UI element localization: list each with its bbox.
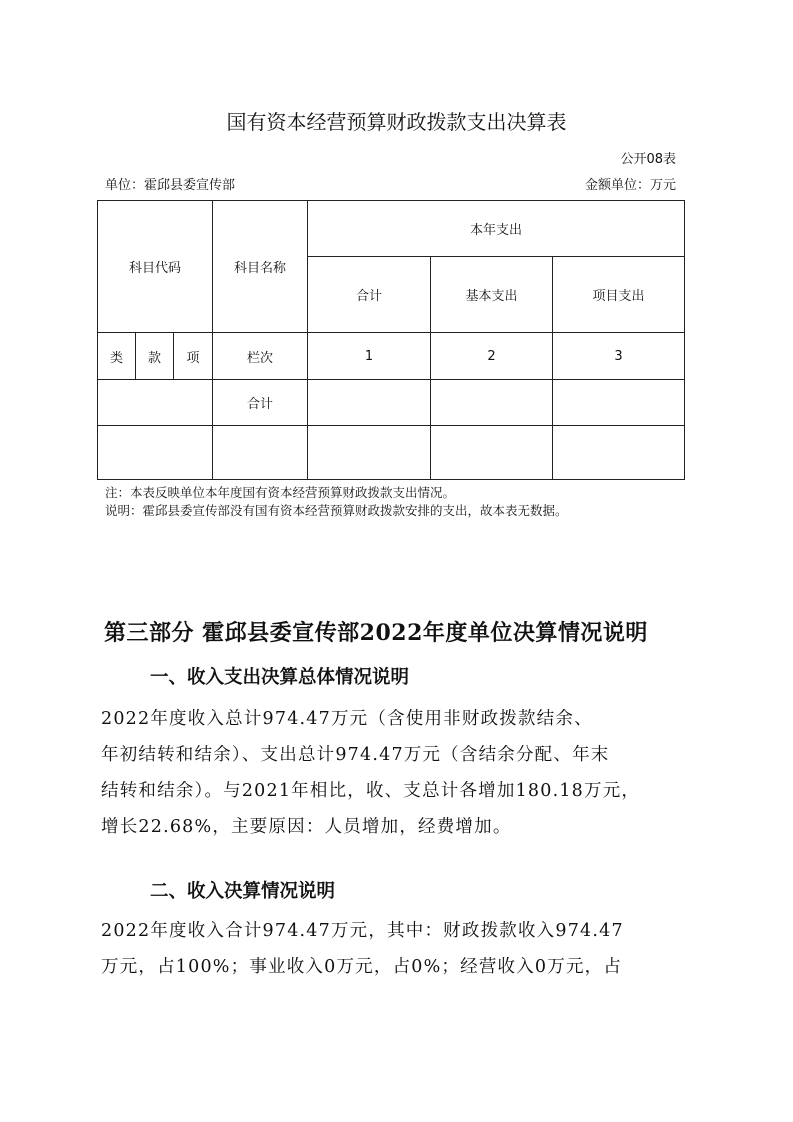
body-line: 结转和结余）。与2021年相比，收、支总计各增加180.18万元， <box>101 781 641 801</box>
header-total: 合计 <box>308 257 431 333</box>
header-basic-expense: 基本支出 <box>431 257 553 333</box>
empty-row-total <box>308 426 431 480</box>
total-row-project <box>553 380 685 426</box>
body-line: 万元，占100%；事业收入0万元，占0%；经营收入0万元，占 <box>101 957 623 977</box>
body-line: 2022年度收入合计974.47万元，其中：财政拨款收入974.47 <box>101 921 624 941</box>
body-line: 年初结转和结余）、支出总计974.47万元（含结余分配、年末 <box>101 745 610 765</box>
section-body-income-statement <box>101 913 695 985</box>
empty-row-code <box>98 426 213 480</box>
table-explanation: 说明：霍邱县委宣传部没有国有资本经营预算财政拨款安排的支出，故本表无数据。 <box>105 503 568 518</box>
body-line: 增长22.68%，主要原因：人员增加，经费增加。 <box>101 817 512 837</box>
header-project-expense: 项目支出 <box>553 257 685 333</box>
header-item: 项 <box>174 333 213 380</box>
total-row-total <box>308 380 431 426</box>
section-heading-income-expense-overview: 一、收入支出决算总体情况说明 <box>150 667 410 688</box>
header-subject-name: 科目名称 <box>213 201 308 333</box>
column-number-3: 3 <box>553 333 685 380</box>
body-line: 2022年度收入总计974.47万元（含使用非财政拨款结余、 <box>101 709 593 729</box>
budget-table <box>97 200 685 480</box>
empty-row-project <box>553 426 685 480</box>
table-note: 注：本表反映单位本年度国有资本经营预算财政拨款支出情况。 <box>105 485 456 500</box>
header-subject-code: 科目代码 <box>98 201 213 333</box>
header-class: 类 <box>98 333 136 380</box>
total-row-code <box>98 380 213 426</box>
section-heading-income-statement: 二、收入决算情况说明 <box>150 881 336 902</box>
empty-row-name <box>213 426 308 480</box>
form-code: 公开08表 <box>620 152 676 167</box>
header-section: 款 <box>136 333 174 380</box>
header-current-year-expense: 本年支出 <box>308 201 685 257</box>
total-row-label: 合计 <box>213 380 308 426</box>
column-number-1: 1 <box>308 333 431 380</box>
part-three-title: 第三部分 霍邱县委宣传部2022年度单位决算情况说明 <box>104 620 648 646</box>
amount-unit: 金额单位：万元 <box>584 178 676 193</box>
total-row-basic <box>431 380 553 426</box>
section-body-income-expense-overview <box>101 701 695 845</box>
table-title: 国有资本经营预算财政拨款支出决算表 <box>226 110 567 134</box>
reporting-unit: 单位：霍邱县委宣传部 <box>105 178 236 193</box>
header-column-no: 栏次 <box>213 333 308 380</box>
empty-row-basic <box>431 426 553 480</box>
column-number-2: 2 <box>431 333 553 380</box>
